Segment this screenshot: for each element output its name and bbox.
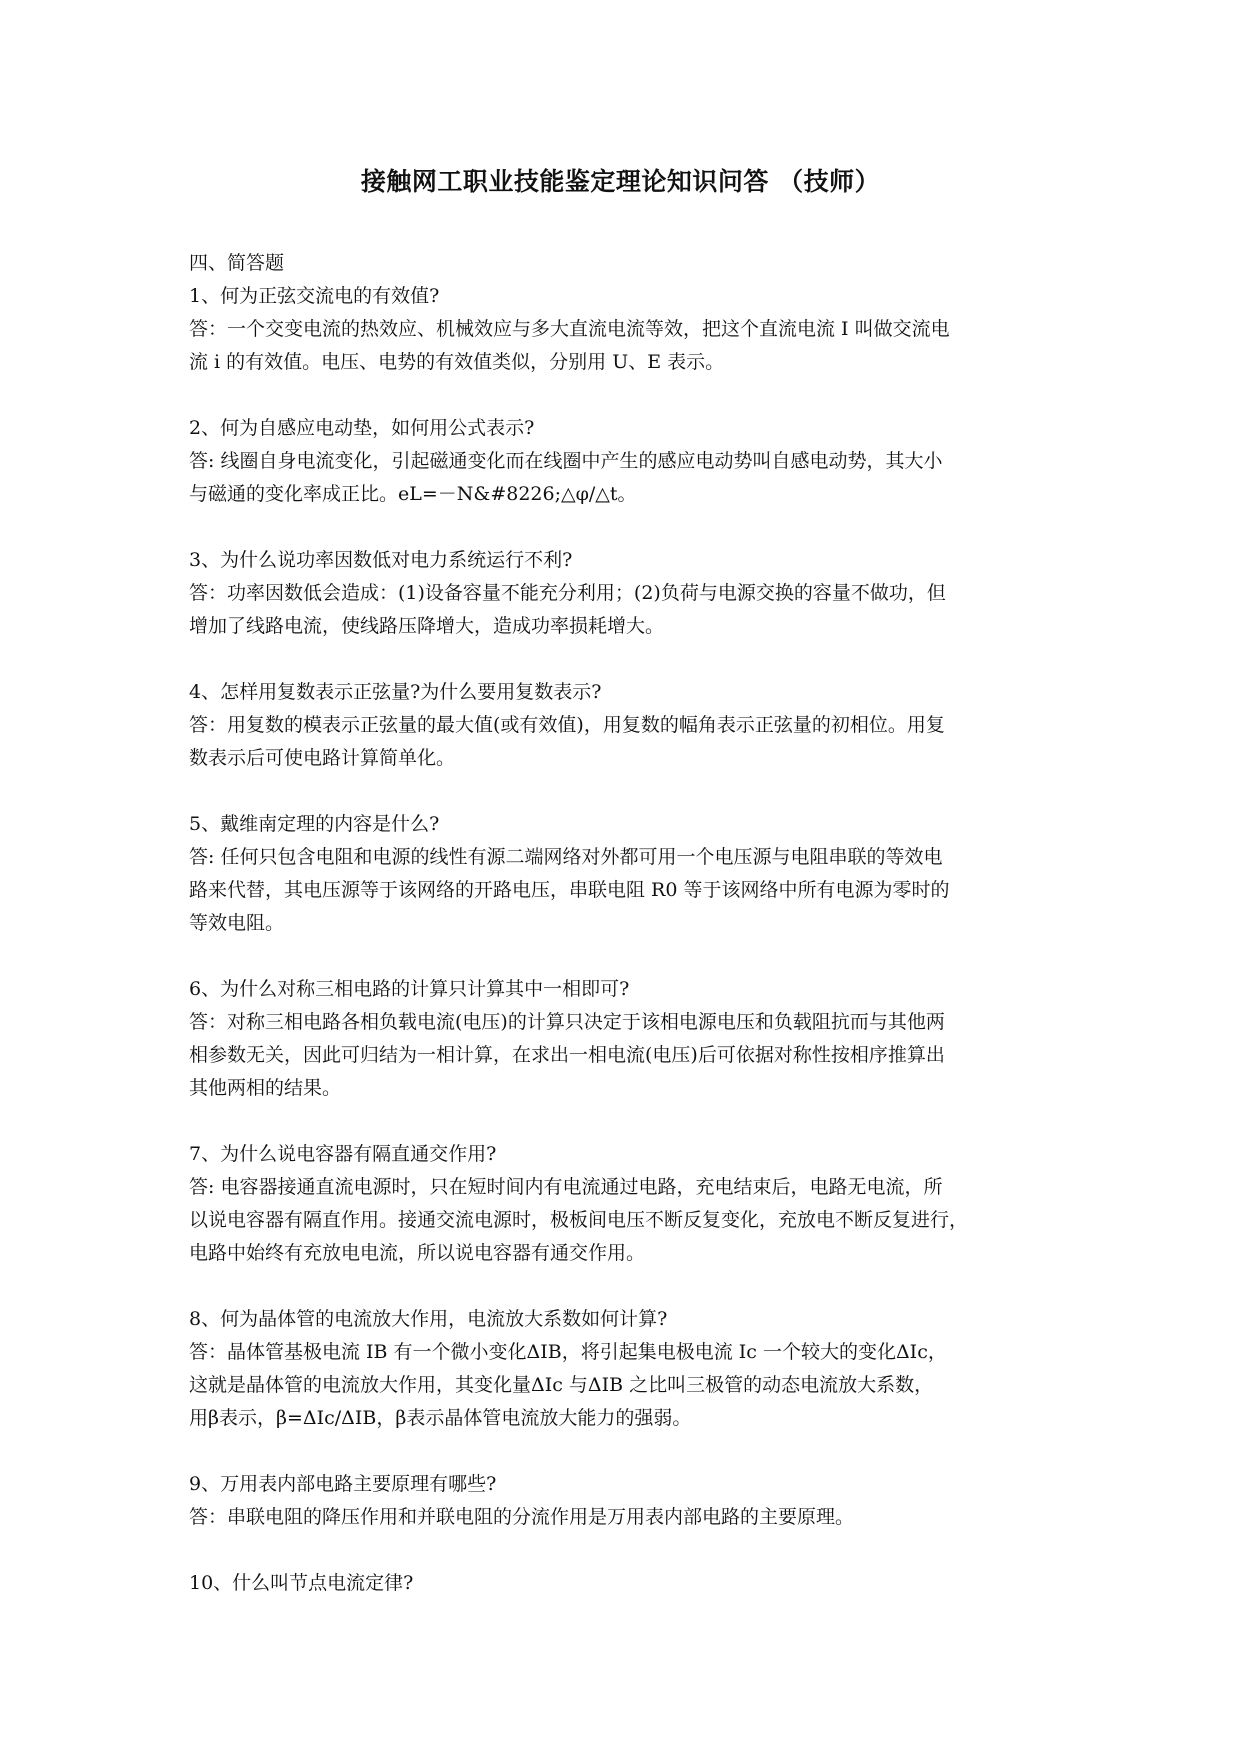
answer-line: 增加了线路电流，使线路压降增大，造成功率损耗增大。 [189,615,665,637]
answer-line: 其他两相的结果。 [189,1077,342,1099]
answer-line: 与磁通的变化率成正比。eL=－N&#8226;△φ/△t。 [189,483,637,505]
qa-item [189,676,1061,775]
answer-line: 流 i 的有效值。电压、电势的有效值类似，分别用 U、E 表示。 [189,351,725,373]
answer-line: 电路中始终有充放电电流，所以说电容器有通交作用。 [189,1242,646,1264]
answer-text [189,1501,1061,1534]
answer-line: 答: 电容器接通直流电源时，只在短时间内有电流通过电路，充电结束后，电路无电流，所 [189,1176,943,1198]
answer-line: 答：晶体管基极电流 IB 有一个微小变化ΔIB，将引起集电极电流 Ic 一个较大的变化ΔIc， [189,1341,947,1363]
question-text: 7、为什么说电容器有隔直通交作用? [189,1143,497,1165]
answer-line: 答：功率因数低会造成：(1)设备容量不能充分利用；(2)负荷与电源交换的容量不做功，但 [189,582,946,604]
answer-text [189,1171,1061,1270]
question-text: 6、为什么对称三相电路的计算只计算其中一相即可? [189,978,630,1000]
qa-list [189,280,1061,1600]
question-text: 10、什么叫节点电流定律? [189,1572,414,1594]
answer-line: 答：一个交变电流的热效应、机械效应与多大直流电流等效，把这个直流电流 I 叫做交流电 [189,318,950,340]
answer-text [189,709,1061,775]
qa-item [189,280,1061,379]
answer-line: 答: 线圈自身电流变化，引起磁通变化而在线圈中产生的感应电动势叫自感电动势，其大小 [189,450,943,472]
answer-line: 用β表示，β=ΔIc/ΔIB，β表示晶体管电流放大能力的强弱。 [189,1407,692,1429]
qa-item [189,973,1061,1105]
qa-item [189,1138,1061,1270]
answer-text [189,1006,1061,1105]
qa-item [189,544,1061,643]
answer-line: 路来代替，其电压源等于该网络的开路电压，串联电阻 R0 等于该网络中所有电源为零时的 [189,879,950,901]
qa-item [189,808,1061,940]
answer-line: 这就是晶体管的电流放大作用，其变化量ΔIc 与ΔIB 之比叫三极管的动态电流放大系数， [189,1374,934,1396]
answer-text [189,445,1061,511]
answer-line: 答：用复数的模表示正弦量的最大值(或有效值)，用复数的幅角表示正弦量的初相位。用复 [189,714,945,736]
question-text: 2、何为自感应电动垫，如何用公式表示? [189,417,535,439]
document-body [189,247,1061,1633]
answer-line: 答：串联电阻的降压作用和并联电阻的分流作用是万用表内部电路的主要原理。 [189,1506,855,1528]
answer-text [189,577,1061,643]
question-text: 5、戴维南定理的内容是什么? [189,813,440,835]
answer-line: 等效电阻。 [189,912,285,934]
document-title: 接触网工职业技能鉴定理论知识问答 （技师） [360,167,881,196]
question-text: 1、何为正弦交流电的有效值? [189,285,440,307]
answer-line: 相参数无关，因此可归结为一相计算，在求出一相电流(电压)后可依据对称性按相序推算出 [189,1044,945,1066]
question-text: 4、怎样用复数表示正弦量?为什么要用复数表示? [189,681,602,703]
answer-text [189,313,1061,379]
section-heading: 四、简答题 [189,252,285,274]
qa-item [189,1303,1061,1435]
answer-line: 答：对称三相电路各相负载电流(电压)的计算只决定于该相电源电压和负载阻抗而与其他两 [189,1011,945,1033]
qa-item [189,1567,1061,1600]
answer-text [189,1336,1061,1435]
answer-line: 答: 任何只包含电阻和电源的线性有源二端网络对外都可用一个电压源与电阻串联的等效电 [189,846,943,868]
qa-item [189,412,1061,511]
question-text: 9、万用表内部电路主要原理有哪些? [189,1473,497,1495]
qa-item [189,1468,1061,1534]
question-text: 3、为什么说功率因数低对电力系统运行不利? [189,549,573,571]
answer-text [189,841,1061,940]
question-text: 8、何为晶体管的电流放大作用，电流放大系数如何计算? [189,1308,668,1330]
answer-line: 数表示后可使电路计算简单化。 [189,747,456,769]
answer-line: 以说电容器有隔直作用。接通交流电源时，极板间电压不断反复变化，充放电不断反复进行， [189,1209,969,1231]
